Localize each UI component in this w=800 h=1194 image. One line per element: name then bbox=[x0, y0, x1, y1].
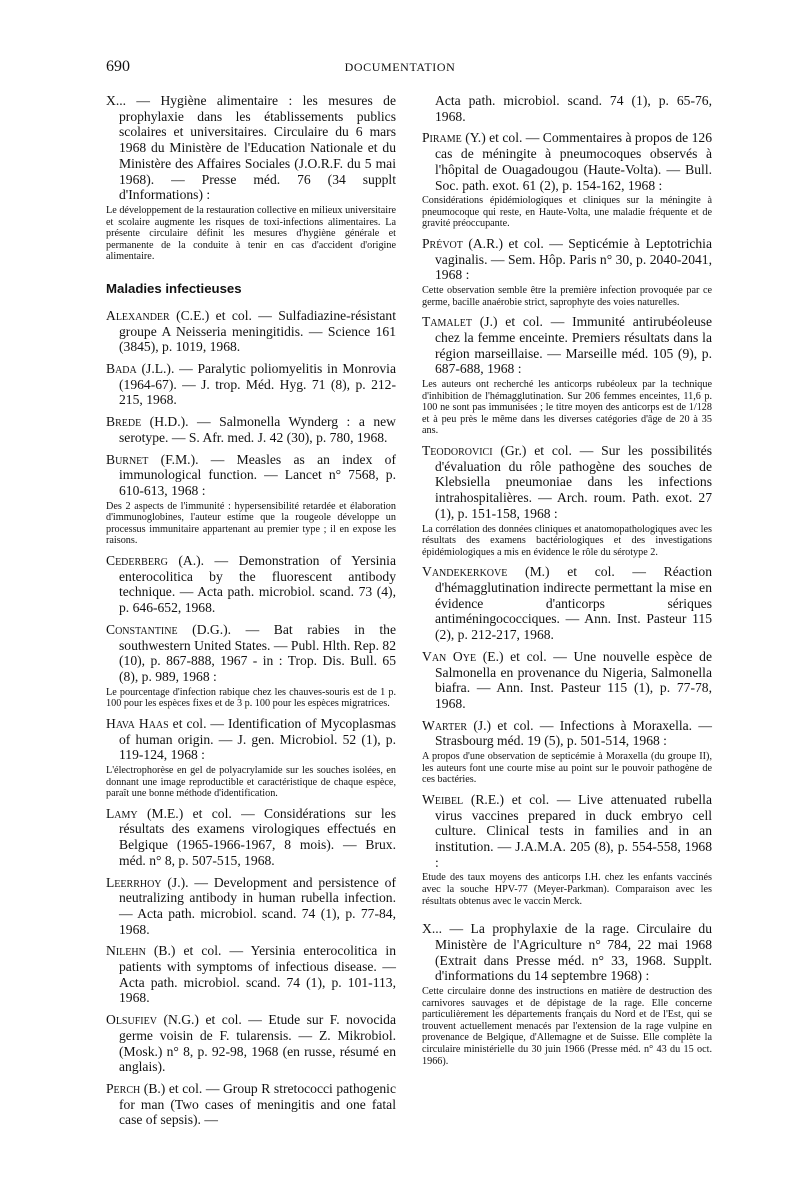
reference-author: Prévot bbox=[422, 236, 463, 251]
reference-text bbox=[106, 414, 396, 445]
reference-entry bbox=[106, 806, 396, 869]
reference-citation: (A.). — Demonstration of Yersinia enterocolitica by the fluorescent antibody technique. — Acta path. microbiol. scand. 73 (4), p. 646-652, 1968. bbox=[119, 553, 396, 616]
reference-text bbox=[106, 1081, 396, 1128]
reference-text bbox=[106, 622, 396, 685]
reference-text: X... — Hygiène alimentaire : les mesures de prophylaxie dans les établissements publics scolaires et universitaires. Circulaire du 6 mars 1968 du Ministère de l'Education Nationale et du Ministère des Affaires Sociales (J.O.R.F. du 5 mai 1968). — Presse méd. 76 (34 supplt d'Informations) : bbox=[106, 93, 396, 203]
reference-author: Lamy bbox=[106, 805, 138, 821]
reference-entry bbox=[106, 716, 396, 800]
reference-entry bbox=[106, 622, 396, 710]
reference-abstract: Etude des taux moyens des anticorps I.H. chez les enfants vaccinés avec la souche HPV-77 (Meyer-Parkman). Comparaison avec les résultats obtenus avec le vaccin Merck. bbox=[422, 872, 712, 907]
reference-author: Leerrhoy bbox=[106, 874, 162, 890]
circular-entry bbox=[422, 921, 712, 1067]
reference-citation: (Gr.) et col. — Sur les possibilités d'évaluation du rôle pathogène des souches de Klebsiella pneumoniae dans les infections intrahospitalières. — Arch. roum. Path. exot. 27 (1), p. 151-158, 1968 : bbox=[435, 443, 712, 521]
reference-abstract: A propos d'une observation de septicémie à Moraxella (du groupe II), les auteurs font une courte mise au point sur le pouvoir pathogène de ces bactéries. bbox=[422, 751, 712, 786]
reference-citation: (M.) et col. — Réaction d'hémagglutination indirecte permettant la mise en évidence d'anticorps sériques antiméningococciques. — Ann. Inst. Pasteur 115 (2), p. 212-217, 1968. bbox=[435, 564, 712, 643]
reference-author: Weibel bbox=[422, 791, 464, 807]
reference-text bbox=[106, 553, 396, 616]
left-column bbox=[106, 93, 396, 1134]
reference-author: Cederberg bbox=[106, 553, 168, 568]
reference-citation: (N.G.) et col. — Etude sur F. novocida germe voisin de F. tularensis. — Z. Mikrobiol. (Mosk.) n° 8, p. 92-98, 1968 (en russe, résumé en anglais). bbox=[119, 1012, 396, 1075]
reference-abstract: L'électrophorèse en gel de polyacrylamide sur les souches isolées, en donnant une image reproductible et caractéristique de chaque espèce, paraît une bonne méthode d'identification. bbox=[106, 764, 396, 800]
reference-abstract: Cette circulaire donne des instructions en matière de destruction des carnivores sauvages et de dépistage de la rage. Elle concerne particulièrement les départements français du Nord et de l'Est, qui se trouvent actuellement menacés par l'extension de la rage vulpine en provenance de Belgique, d'Allemagne et de Suisse. Elle complète la circulaire ministérielle du 30 juin 1966 (Presse méd. n° 43 du 15 oct. 1966). bbox=[422, 986, 712, 1067]
section-title: Maladies infectieuses bbox=[106, 280, 242, 296]
reference-text bbox=[106, 943, 396, 1006]
reference-author: Vandekerkove bbox=[422, 564, 508, 580]
reference-entry bbox=[106, 1081, 396, 1128]
reference-entry bbox=[422, 718, 712, 786]
reference-citation: (B.) et col. — Yersinia enterocolitica in patients with symptoms of infectious disease. — Acta path. microbiol. scand. 74 (1), p. 101-113, 1968. bbox=[119, 943, 396, 1006]
reference-citation: (R.E.) et col. — Live attenuated rubella virus vaccines prepared in duck embryo cell culture. Clinical tests in families and in an institution. — J.A.M.A. 205 (8), p. 554-558, 1968 : bbox=[435, 791, 712, 870]
page-number: 690 bbox=[106, 58, 130, 75]
reference-citation: (J.L.). — Paralytic poliomyelitis in Monrovia (1964-67). — J. trop. Méd. Hyg. 71 (8), p. 212-215, 1968. bbox=[119, 361, 396, 408]
reference-list bbox=[422, 130, 712, 907]
reference-citation: (J.) et col. — Immunité antirubéoleuse chez la femme enceinte. Premiers résultats dans la région marseillaise. — Marseille méd. 105 (9), p. 687-688, 1968 : bbox=[435, 314, 712, 377]
reference-abstract: Considérations épidémiologiques et cliniques sur la méningite à pneumocoque qui reste, en Haute-Volta, une maladie fréquente et de gravité préoccupante. bbox=[422, 195, 712, 230]
reference-entry bbox=[422, 564, 712, 643]
reference-abstract: Les auteurs ont recherché les anticorps rubéoleux par la technique d'inhibition de l'hémagglutination. Sur 206 femmes enceintes, 11,6 p. 100 ne sont pas immunisées ; le titre moyen des anticorps est de 1/128 et à peu près le même dans les diverses catégories d'âge de 20 à 35 ans. bbox=[422, 379, 712, 437]
reference-abstract: Le développement de la restauration collective en milieux universitaire et scolaire augmente les risques de toxi-infections alimentaires. La présente circulaire définit les mesures d'hygiène générale et permanente de la conduite à tenir en cas d'accident d'origine alimentaire. bbox=[106, 204, 396, 263]
reference-author: Perch bbox=[106, 1080, 141, 1096]
reference-list bbox=[106, 308, 396, 1128]
reference-text bbox=[422, 564, 712, 643]
reference-text bbox=[106, 1012, 396, 1075]
reference-author: Van Oye bbox=[422, 648, 477, 664]
reference-citation: (A.R.) et col. — Septicémie à Leptotrichia vaginalis. — Sem. Hôp. Paris n° 30, p. 2040-2041, 1968 : bbox=[435, 236, 712, 283]
reference-entry bbox=[422, 236, 712, 308]
reference-abstract: Le pourcentage d'infection rabique chez les chauves-souris est de 1 p. 100 pour les espèces fixes et de 3 p. 100 pour les espèces migratrices. bbox=[106, 686, 396, 710]
reference-entry bbox=[106, 553, 396, 616]
reference-author: Constantine bbox=[106, 621, 178, 637]
reference-text bbox=[106, 806, 396, 869]
reference-author: Burnet bbox=[106, 451, 149, 467]
reference-entry bbox=[106, 943, 396, 1006]
reference-abstract: La corrélation des données cliniques et anatomopathologiques avec les résultats des examens bactériologiques et des investigations épidémiologiques a mis en évidence le rôle du sérotype 2. bbox=[422, 523, 712, 558]
reference-text bbox=[422, 130, 712, 193]
reference-text bbox=[106, 308, 396, 355]
reference-text bbox=[106, 452, 396, 499]
reference-author: Warter bbox=[422, 717, 468, 733]
reference-citation: (Y.) et col. — Commentaires à propos de 126 cas de méningite à pneumocoques observés à l'hôpital de Ouagadougou (Haute-Volta). — Bull. Soc. path. exot. 61 (2), p. 154-162, 1968 : bbox=[435, 130, 712, 193]
reference-text bbox=[422, 443, 712, 522]
reference-author: Bada bbox=[106, 361, 137, 376]
page-header bbox=[106, 58, 694, 78]
reference-entry bbox=[106, 1012, 396, 1075]
reference-entry bbox=[106, 875, 396, 938]
continued-entry bbox=[422, 93, 712, 124]
reference-author: Tamalet bbox=[422, 314, 472, 330]
reference-entry bbox=[422, 314, 712, 437]
reference-abstract: Cette observation semble être la première infection provoquée par ce germe, bacille anaérobie strict, saprophyte des voies naturelles. bbox=[422, 285, 712, 308]
reference-text bbox=[106, 361, 396, 408]
right-column bbox=[422, 93, 712, 1073]
reference-citation: (J.). — Development and persistence of neutralizing antibody in human rubella infection. — Acta path. microbiol. scand. 74 (1), p. 77-84, 1968. bbox=[119, 874, 396, 937]
reference-text bbox=[106, 716, 396, 763]
reference-citation: (D.G.). — Bat rabies in the southwestern United States. — Publ. Hlth. Rep. 82 (10), p. 867-888, 1967 - in : Trop. Dis. Bull. 65 (8), p. 989, 1968 : bbox=[119, 621, 396, 684]
reference-entry bbox=[422, 443, 712, 558]
reference-text bbox=[422, 649, 712, 712]
reference-citation: et col. — Identification of Mycoplasmas of human origin. — J. gen. Microbiol. 52 (1), p. 119-124, 1968 : bbox=[119, 715, 397, 763]
reference-author: Alexander bbox=[106, 307, 170, 323]
reference-citation: (H.D.). — Salmonella Wynderg : a new serotype. — S. Afr. med. J. 42 (30), p. 780, 1968. bbox=[119, 414, 396, 445]
reference-author: Teodorovici bbox=[422, 443, 493, 459]
reference-citation: (B.) et col. — Group R stretococci pathogenic for man (Two cases of meningitis and one fatal case of sepsis). — bbox=[119, 1080, 396, 1128]
reference-citation: (F.M.). — Measles as an index of immunological function. — Lancet n° 7568, p. 610-613, 1968 : bbox=[119, 451, 396, 498]
reference-entry bbox=[422, 649, 712, 712]
running-title: DOCUMENTATION bbox=[344, 60, 456, 74]
reference-author: Olsufiev bbox=[106, 1012, 157, 1028]
circular-entry bbox=[106, 93, 396, 263]
reference-author: Pirame bbox=[422, 130, 462, 146]
reference-citation: (J.) et col. — Infections à Moraxella. — Strasbourg méd. 19 (5), p. 501-514, 1968 : bbox=[435, 717, 712, 749]
reference-text bbox=[422, 314, 712, 377]
reference-author: Nilehn bbox=[106, 943, 146, 959]
reference-entry bbox=[106, 361, 396, 408]
reference-abstract: Des 2 aspects de l'immunité : hypersensibilité retardée et élaboration d'immunoglobines, l'auteur estime que la rougeole développe un processus immunitaire appartenant au premier type ; il en expose les raisons. bbox=[106, 500, 396, 547]
reference-citation: (E.) et col. — Une nouvelle espèce de Salmonella en provenance du Nigeria, Salmonella biafra. — Ann. Inst. Pasteur 115 (1), p. 77-78, 1968. bbox=[435, 648, 712, 711]
reference-citation: (C.E.) et col. — Sulfadiazine-résistant groupe A Neisseria meningitidis. — Science 161 (3845), p. 1019, 1968. bbox=[119, 307, 396, 355]
reference-text bbox=[422, 236, 712, 283]
reference-entry bbox=[106, 452, 396, 547]
continued-reference-text: Acta path. microbiol. scand. 74 (1), p. 65-76, 1968. bbox=[435, 93, 712, 124]
reference-author: Brede bbox=[106, 414, 142, 430]
reference-text bbox=[106, 875, 396, 938]
reference-text bbox=[422, 718, 712, 749]
reference-entry bbox=[106, 308, 396, 355]
reference-entry bbox=[422, 130, 712, 230]
reference-text: X... — La prophylaxie de la rage. Circulaire du Ministère de l'Agriculture n° 784, 22 mai 1968 (Extrait dans Presse méd. n° 33, 1968. Supplt. d'informations du 14 septembre 1968) : bbox=[422, 921, 712, 984]
reference-entry bbox=[106, 414, 396, 445]
reference-text bbox=[422, 792, 712, 871]
reference-entry bbox=[422, 792, 712, 907]
reference-author: Hava Haas bbox=[106, 715, 169, 731]
reference-citation: (M.E.) et col. — Considérations sur les résultats des examens virologiques effectués en Belgique (1965-1966-1967, 8 mois). — Brux. méd. n° 8, p. 507-515, 1968. bbox=[119, 805, 396, 868]
